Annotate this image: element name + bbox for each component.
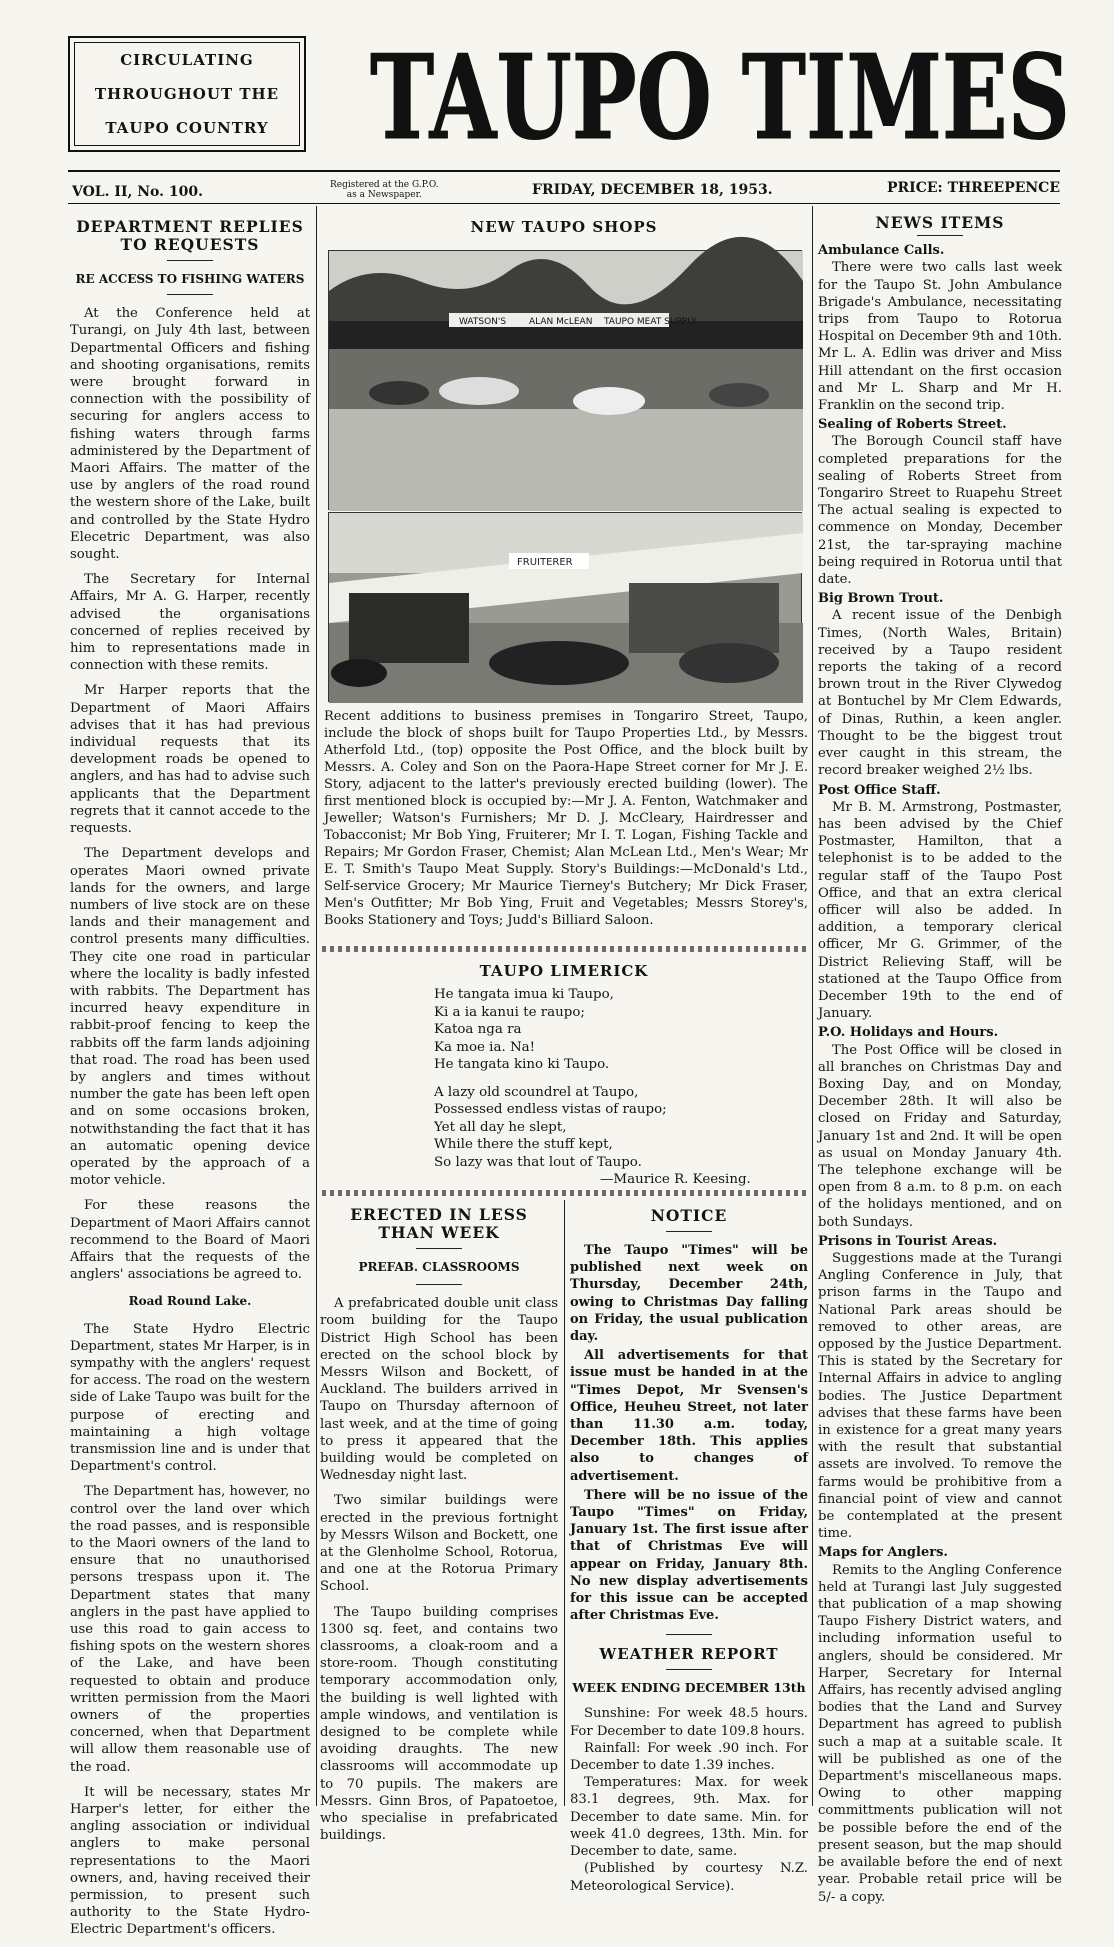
- divider: [167, 294, 213, 295]
- divider: [666, 1669, 712, 1670]
- limerick-poem: [434, 986, 804, 1189]
- news-item-body: Remits to the Angling Conference held at Turangi last July suggested that publication of a map showing Taupo Fishery District waters, and including information useful to anglers, should be considered. Mr Harper, Secretary for Internal Affairs, has recently advised angling bodies that the Land and Survey Department has agreed to publish such a map at a suitable scale. It will be published as one of the Department's miscellaneous maps. Owing to other mapping committments publication will not be possible before the end of the present season, but the map should be available before the end of next year. Probable retail price will be 5/- a copy.: [818, 1562, 1062, 1905]
- shop-sign-2: ALAN McLEAN: [529, 317, 593, 327]
- paragraph: Two similar buildings were erected in the previous fortnight by Messrs Wilson and Bockett, one at the Glenholme School, Rotorua, and one at the Rotorua Primary School.: [320, 1493, 558, 1595]
- shops-caption: Recent additions to business premises in Tongariro Street, Taupo, include the block of shops built for Taupo Properties Ltd., by Messrs. Atherfold Ltd., (top) opposite the Post Office, and the block built by Messrs. A. Coley and Son on the Paora-Hape Street corner for Mr J. E. Story, adjacent to the latter's previously erected building (lower). The first mentioned block is occupied by:—Mr J. A. Fenton, Watchmaker and Jeweller; Watson's Furnishers; Mr D. J. McCleary, Hairdresser and Tobacconist; Mr Bob Ying, Fruiterer; Mr I. T. Logan, Fishing Tackle and Repairs; Mr Gordon Fraser, Chemist; Alan McLean Ltd., Men's Wear; Mr E. T. Smith's Taupo Meat Supply. Story's Buildings:—McDonald's Ltd., Self-service Grocery; Mr Maurice Tierney's Butchery; Mr Dick Fraser, Men's Outfitter; Mr Bob Ying, Fruit and Vegetables; Messrs Storey's, Books Stationery and Toys; Judd's Billiard Saloon.: [324, 709, 808, 928]
- notice-body: [570, 1242, 808, 1624]
- divider: [416, 1284, 462, 1285]
- paragraph: At the Conference held at Turangi, on July 4th last, between Departmental Officers and fishing and shooting organisations, remits were brought forward in connection with the possibility of securing for anglers access to fishing waters through farms administered by the Department of Maori Affairs. The matter of the use by anglers of the road round the western shore of the Lake, built and controlled by the State Hydro Elecetric Department, was also sought.: [70, 306, 310, 563]
- news-item-title: Sealing of Roberts Street.: [818, 417, 1007, 433]
- registration-note: [330, 180, 439, 200]
- left-article-headline: DEPARTMENT REPLIES TO REQUESTS: [76, 217, 304, 254]
- weather-headline: WEATHER REPORT: [599, 1645, 779, 1664]
- shops-photo-top: [328, 250, 802, 510]
- divider: [666, 1634, 712, 1635]
- column-rule-3: [564, 1200, 565, 1806]
- poem-line: Katoa nga ra: [434, 1022, 522, 1037]
- shops-headline: NEW TAUPO SHOPS: [470, 218, 658, 236]
- paragraph: The State Hydro Electric Department, states Mr Harper, is in sympathy with the anglers' request for access. The road on the western side of Lake Taupo was built for the purpose of erecting and maintaining a high voltage transmission line and is under that Department's control.: [70, 1321, 310, 1475]
- circulation-line-2: THROUGHOUT THE: [94, 85, 280, 103]
- news-item-title: Post Office Staff.: [818, 782, 941, 798]
- notice-paragraph: All advertisements for that issue must be handed in at the "Times Depot, Mr Svensen's Office, Heuheu Street, not later than 11.30 a.m. today, December 18th. This applies also to changes of advertisement.: [570, 1348, 808, 1484]
- circulation-line-1: CIRCULATING: [120, 51, 254, 69]
- issue-price: PRICE: THREEPENCE: [887, 180, 1060, 196]
- paragraph: It will be necessary, states Mr Harper's letter, for either the angling association or individual anglers to make personal representations to the Maori owners, and, having received their permission, to present such authority to the State Hydro-Electric Department's officers.: [70, 1784, 310, 1938]
- news-item-body: Suggestions made at the Turangi Angling Conference in July, that prison farms in the Taupo and National Park areas should be removed to other areas, are opposed by the Justice Department. This is stated by the Secretary for Internal Affairs in advice to angling bodies. The Justice Department advises that these farms have been in existence for a great many years with the result that substantial assets are involved. To remove the farms would be prohibitive from a financial point of view and cannot be contemplated at the present time.: [818, 1250, 1062, 1542]
- section-heading: Road Round Lake.: [128, 1294, 252, 1309]
- news-items: [818, 214, 1062, 1908]
- column-rule-2: [812, 206, 813, 1806]
- poem-line: He tangata kino ki Taupo.: [434, 1057, 610, 1072]
- poem-line: Ka moe ia. Na!: [434, 1039, 536, 1055]
- news-item-title: Big Brown Trout.: [818, 591, 944, 607]
- news-item-body: A recent issue of the Denbigh Times, (North Wales, Britain) received by a Taupo resident reports the taking of a record brown trout in the River Clywedog at Bontuchel by Mr Clem Edwards, of Dinas, Ruthin, a keen angler. Thought to be the biggest trout ever caught in this stream, the record breaker weighed 2½ lbs.: [818, 608, 1062, 779]
- masthead-title: [360, 30, 1080, 166]
- news-item-body: The Post Office will be closed in all branches on Christmas Day and Boxing Day, and on Monday, December 28th. It will also be closed on Friday and Saturday, January 1st and 2nd. It will be open as usual on Monday January 4th. The telephone exchange will be open from 8 a.m. to 8 p.m. on each of the holidays mentioned, and on both Sundays.: [818, 1042, 1062, 1230]
- shops-photo-top-image: [329, 251, 803, 511]
- divider: [666, 1231, 712, 1232]
- masthead-logo: [360, 30, 1080, 166]
- erected-headline: ERECTED IN LESS THAN WEEK: [350, 1205, 528, 1242]
- news-item-body: Mr B. M. Armstrong, Postmaster, has been advised by the Chief Postmaster, Hamilton, that a telephonist is to be added to the regular staff of the Taupo Post Office, and that an extra clerical officer will also be added. In addition, a temporary clerical officer, Mr G. Grimmer, of the District Relieving Staff, will be stationed at the Taupo Office from December 19th to the end of January.: [818, 799, 1062, 1022]
- paragraph: The Secretary for Internal Affairs, Mr A. G. Harper, recently advised the organisations concerned of replies received by him to representations made in connection with these remits.: [70, 572, 310, 674]
- poem-line: He tangata imua ki Taupo,: [434, 987, 614, 1002]
- poem-line: A lazy old scoundrel at Taupo,: [434, 1084, 639, 1100]
- weather-paragraph: (Published by courtesy N.Z. Meteorological Service).: [570, 1861, 808, 1894]
- circulation-line-3: TAUPO COUNTRY: [105, 119, 269, 137]
- erected-subhead: PREFAB. CLASSROOMS: [358, 1260, 520, 1274]
- paragraph: The Department has, however, no control over the land over which the road passes, and is responsible to the Maori owners of the land to ensure that no unauthorised persons trespass upon it. The Department states that many anglers in the past have applied to use this road to gain access to fishing spots on the western shores of the Lake, and have been requested to obtain and produce written permission from the Maori owners of the properties concerned, when that Department will allow them reasonable use of the road.: [70, 1484, 310, 1775]
- weather-paragraph: Sunshine: For week 48.5 hours. For December to date 109.8 hours.: [570, 1706, 808, 1739]
- paragraph: Mr Harper reports that the Department of Maori Affairs advises that it has had previous individual requests that its development roads be opened to anglers, and has had to advise such applicants that the Department regrets that it cannot accede to the requests.: [70, 683, 310, 837]
- shops-photo-bottom: [328, 512, 802, 702]
- paragraph: The Taupo building comprises 1300 sq. feet, and contains two classrooms, a cloak-room and a store-room. Though constituting temporary accommodation only, the building is well lighted with ample windows, and ventilation is designed to be complete while avoiding draughts. The new classrooms will accommodate up to 70 pupils. The makers are Messrs. Ginn Bros, of Papatoetoe, who specialise in prefabricated buildings.: [320, 1604, 558, 1844]
- news-item-title: Maps for Anglers.: [818, 1545, 948, 1561]
- dateline: [68, 180, 1060, 202]
- fruiterer-sign: FRUITERER: [517, 557, 573, 568]
- divider: [917, 235, 963, 236]
- registration-line-2: as a Newspaper.: [346, 190, 422, 200]
- news-item-title: Prisons in Tourist Areas.: [818, 1233, 998, 1249]
- shops-photo-bottom-image: [329, 513, 803, 703]
- notice-headline: NOTICE: [650, 1206, 728, 1225]
- notice-article: [570, 1206, 808, 1895]
- left-article: [70, 218, 310, 1947]
- notice-paragraph: There will be no issue of the Taupo "Times" on Friday, January 1st. The first issue after that of Christmas Eve will appear on Friday, January 8th. No new display advertisements for this issue can be accepted after Christmas Eve.: [570, 1487, 808, 1624]
- paragraph: A prefabricated double unit class room building for the Taupo District High School has been erected on the school block by Messrs Wilson and Bockett, of Auckland. The builders arrived in Taupo on Thursday afternoon of last week, and at the time of going to press it appeared that the building would be completed on Wednesday night last.: [320, 1296, 558, 1484]
- poem-author: —Maurice R. Keesing.: [600, 1172, 751, 1187]
- news-item-title: Ambulance Calls.: [818, 243, 945, 259]
- poem-line: While there the stuff kept,: [434, 1137, 613, 1152]
- erected-article: [320, 1206, 558, 1853]
- news-item-title: P.O. Holidays and Hours.: [818, 1025, 999, 1041]
- notice-paragraph: The Taupo "Times" will be published next week on Thursday, December 24th, owing to Christmas Day falling on Friday, the usual publication day.: [570, 1243, 808, 1345]
- weather-subhead: WEEK ENDING DECEMBER 13th: [572, 1680, 806, 1696]
- left-article-subhead: RE ACCESS TO FISHING WATERS: [75, 272, 305, 286]
- shop-sign-1: WATSON'S: [459, 317, 507, 327]
- issue-date: FRIDAY, DECEMBER 18, 1953.: [532, 182, 773, 198]
- volume-number: VOL. II, No. 100.: [72, 184, 203, 200]
- divider: [167, 260, 213, 261]
- wavy-divider: [322, 946, 806, 952]
- divider: [416, 1248, 462, 1249]
- top-rule: [68, 170, 1060, 172]
- paragraph: For these reasons the Department of Maori Affairs cannot recommend to the Board of Maori Affairs that the requests of the anglers' associations be agreed to.: [70, 1198, 310, 1283]
- masthead-title-text: TAUPO TIMES: [370, 30, 1070, 166]
- news-headline: NEWS ITEMS: [875, 213, 1005, 232]
- news-item-body: The Borough Council staff have completed preparations for the sealing of Roberts Street from Tongariro Street to Ruapehu Street The actual sealing is expected to commence on Monday, December 21st, the tar-spraying machine being required in Rotorua until that date.: [818, 434, 1062, 588]
- registration-line-1: Registered at the G.P.O.: [330, 180, 439, 190]
- limerick-headline: TAUPO LIMERICK: [479, 962, 649, 980]
- weather-paragraph: Rainfall: For week .90 inch. For December to date 1.39 inches.: [570, 1740, 808, 1774]
- news-item-body: There were two calls last week for the Taupo St. John Ambulance Brigade's Ambulance, necessitating trips from Taupo to Rotorua Hospital on December 9th and 10th. Mr L. A. Edlin was driver and Miss Hill attendant on the first occasion and Mr L. Sharp and Mr H. Franklin on the second trip.: [818, 260, 1063, 414]
- dateline-rule: [68, 203, 1060, 204]
- column-rule-1: [316, 206, 317, 1806]
- poem-line: Ki a ia kanui te raupo;: [434, 1004, 585, 1020]
- poem-line: So lazy was that lout of Taupo.: [434, 1154, 642, 1170]
- weather-body: [570, 1705, 808, 1894]
- shop-sign-3: TAUPO MEAT SUPPLY: [604, 317, 697, 327]
- weather-paragraph: Temperatures: Max. for week 83.1 degrees, 9th. Max. for December to date same. Min. for week 41.0 degrees, 13th. Min. for December to date, same.: [570, 1775, 808, 1860]
- poem-line: Possessed endless vistas of raupo;: [434, 1102, 667, 1117]
- wavy-divider: [322, 1190, 806, 1196]
- poem-line: Yet all day he slept,: [434, 1119, 567, 1135]
- circulation-box: [68, 36, 306, 152]
- paragraph: The Department develops and operates Maori owned private lands for the owners, and large numbers of live stock are on these lands and their management and control presents many difficulties. They cite one road in particular where the locality is badly infested with rabbits. The Department has incurred heavy expenditure in rabbit-proof fencing to keep the rabbits off the farm lands adjoining that road. The road has been used by anglers and times without number the gate has been left open and on some occasions broken, notwithstanding the fact that it has an automatic opening device operated by the approach of a motor vehicle.: [70, 846, 310, 1189]
